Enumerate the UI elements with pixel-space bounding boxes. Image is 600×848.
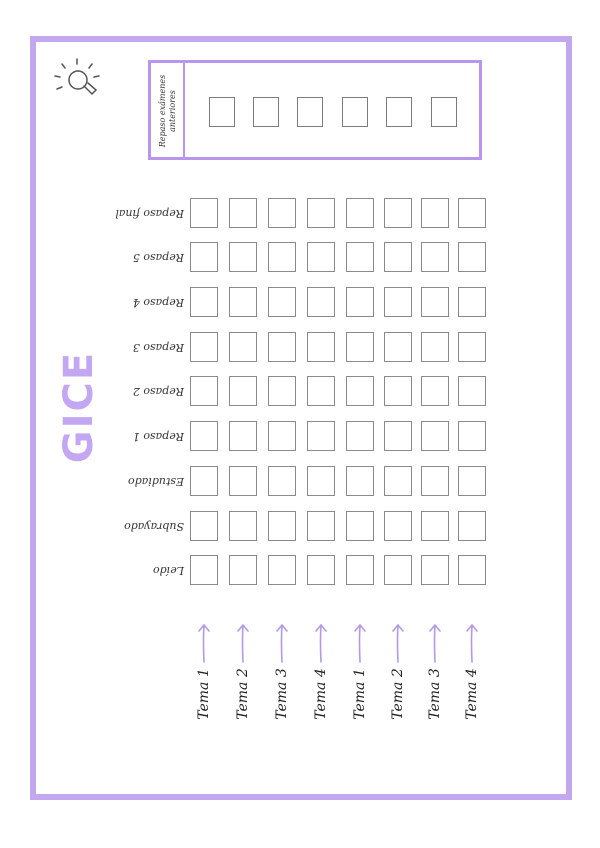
column-label: Tema 2 (235, 668, 251, 720)
grid-checkbox[interactable] (384, 555, 412, 585)
grid-checkbox[interactable] (229, 421, 257, 451)
grid-checkbox[interactable] (346, 511, 374, 541)
column-label: Tema 1 (352, 668, 368, 720)
page-title: GICE (56, 350, 102, 464)
grid-checkbox[interactable] (190, 198, 218, 228)
row-label: Repaso 2 (132, 385, 184, 398)
grid-checkbox[interactable] (268, 466, 296, 496)
grid-checkbox[interactable] (229, 555, 257, 585)
grid-checkbox[interactable] (384, 376, 412, 406)
grid-checkbox[interactable] (384, 421, 412, 451)
arrow-up-icon (391, 622, 405, 664)
review-checkbox-1[interactable] (209, 97, 235, 127)
review-checkbox-3[interactable] (297, 97, 323, 127)
review-checkbox-6[interactable] (431, 97, 457, 127)
review-checkbox-5[interactable] (386, 97, 412, 127)
grid-checkbox[interactable] (229, 511, 257, 541)
grid-checkbox[interactable] (190, 376, 218, 406)
grid-checkbox[interactable] (346, 555, 374, 585)
grid-checkbox[interactable] (421, 332, 449, 362)
grid-checkbox[interactable] (307, 198, 335, 228)
grid-checkbox[interactable] (229, 287, 257, 317)
lightbulb-icon (50, 56, 104, 106)
row-label: Subrayado (124, 520, 184, 533)
grid-checkbox[interactable] (190, 511, 218, 541)
grid-checkbox[interactable] (307, 511, 335, 541)
grid-checkbox[interactable] (229, 198, 257, 228)
grid-checkbox[interactable] (421, 242, 449, 272)
row-label: Repaso 5 (132, 251, 184, 264)
grid-checkbox[interactable] (190, 466, 218, 496)
arrow-up-icon (275, 622, 289, 664)
grid-checkbox[interactable] (190, 287, 218, 317)
grid-checkbox[interactable] (458, 376, 486, 406)
grid-checkbox[interactable] (458, 466, 486, 496)
grid-checkbox[interactable] (384, 332, 412, 362)
grid-checkbox[interactable] (421, 198, 449, 228)
grid-checkbox[interactable] (421, 376, 449, 406)
grid-checkbox[interactable] (190, 242, 218, 272)
arrow-up-icon (314, 622, 328, 664)
arrow-up-icon (197, 622, 211, 664)
grid-checkbox[interactable] (190, 332, 218, 362)
grid-checkbox[interactable] (421, 466, 449, 496)
grid-checkbox[interactable] (384, 287, 412, 317)
arrow-up-icon (353, 622, 367, 664)
grid-checkbox[interactable] (346, 376, 374, 406)
grid-checkbox[interactable] (307, 466, 335, 496)
grid-checkbox[interactable] (268, 555, 296, 585)
review-checkbox-4[interactable] (342, 97, 368, 127)
grid-checkbox[interactable] (421, 511, 449, 541)
row-label: Estudiado (128, 475, 184, 488)
grid-checkbox[interactable] (458, 198, 486, 228)
row-label: Repaso 4 (132, 296, 184, 309)
column-label: Tema 4 (464, 668, 480, 720)
grid-checkbox[interactable] (384, 466, 412, 496)
grid-checkbox[interactable] (229, 242, 257, 272)
grid-checkbox[interactable] (307, 376, 335, 406)
grid-checkbox[interactable] (307, 242, 335, 272)
grid-checkbox[interactable] (307, 421, 335, 451)
grid-checkbox[interactable] (268, 421, 296, 451)
grid-checkbox[interactable] (229, 376, 257, 406)
arrow-up-icon (428, 622, 442, 664)
grid-checkbox[interactable] (346, 198, 374, 228)
grid-checkbox[interactable] (346, 466, 374, 496)
grid-checkbox[interactable] (268, 287, 296, 317)
grid-checkbox[interactable] (458, 555, 486, 585)
grid-checkbox[interactable] (307, 332, 335, 362)
grid-checkbox[interactable] (307, 555, 335, 585)
row-label: Repaso final (115, 207, 184, 220)
grid-checkbox[interactable] (229, 466, 257, 496)
grid-checkbox[interactable] (346, 421, 374, 451)
grid-checkbox[interactable] (384, 242, 412, 272)
grid-checkbox[interactable] (458, 421, 486, 451)
grid-checkbox[interactable] (458, 242, 486, 272)
grid-checkbox[interactable] (384, 511, 412, 541)
grid-checkbox[interactable] (307, 287, 335, 317)
grid-checkbox[interactable] (268, 242, 296, 272)
grid-checkbox[interactable] (384, 198, 412, 228)
grid-checkbox[interactable] (458, 511, 486, 541)
review-previous-exams-label: Repaso exámenes anteriores (158, 74, 177, 148)
arrow-up-icon (465, 622, 479, 664)
column-label: Tema 3 (427, 668, 443, 720)
grid-checkbox[interactable] (421, 287, 449, 317)
grid-checkbox[interactable] (190, 421, 218, 451)
review-previous-exams-panel (148, 60, 482, 160)
column-label: Tema 3 (274, 668, 290, 720)
grid-checkbox[interactable] (346, 242, 374, 272)
grid-checkbox[interactable] (346, 332, 374, 362)
grid-checkbox[interactable] (268, 198, 296, 228)
grid-checkbox[interactable] (421, 421, 449, 451)
grid-checkbox[interactable] (346, 287, 374, 317)
grid-checkbox[interactable] (229, 332, 257, 362)
column-label: Tema 4 (313, 668, 329, 720)
grid-checkbox[interactable] (458, 332, 486, 362)
grid-checkbox[interactable] (458, 287, 486, 317)
grid-checkbox[interactable] (421, 555, 449, 585)
grid-checkbox[interactable] (268, 511, 296, 541)
grid-checkbox[interactable] (268, 376, 296, 406)
review-checkbox-2[interactable] (253, 97, 279, 127)
arrow-up-icon (236, 622, 250, 664)
grid-checkbox[interactable] (190, 555, 218, 585)
column-label: Tema 1 (196, 668, 212, 720)
grid-checkbox[interactable] (268, 332, 296, 362)
row-label: Leído (153, 564, 184, 577)
row-label: Repaso 1 (132, 430, 184, 443)
column-label: Tema 2 (390, 668, 406, 720)
row-label: Repaso 3 (132, 341, 184, 354)
